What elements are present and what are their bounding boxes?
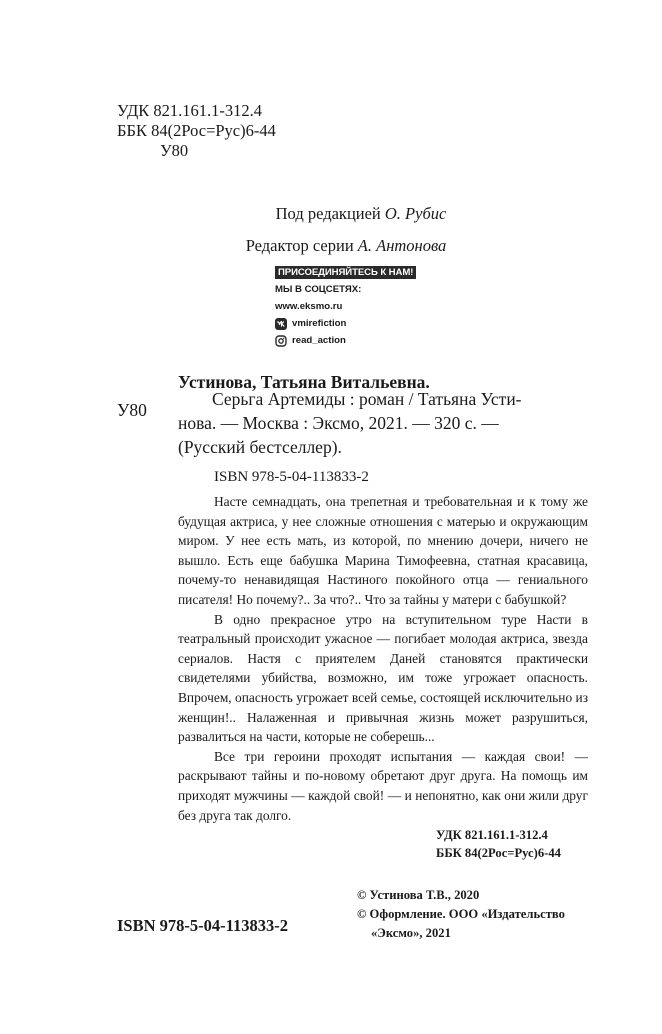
author-mark: У80 [160,141,189,160]
annotation-paragraph-1: Насте семнадцать, она трепетная и требовательная и к тому же будущая актриса, у нее сложные отношения с матерью и окружающим миром. У нее есть мать, из которой, по мнению дочери, ничего не вышло. Есть еще бабушка Марина Тимофеевна, статная красавица, почему-то ненавидящая Настиного покойного отца — гениального писателя! Но почему?.. За что?.. Что за тайны у матери с бабушкой? [178,494,588,607]
series-editor-name: А. Антонова [357,236,447,255]
vk-icon [275,318,287,330]
vk-handle: vmirefiction [292,318,347,329]
instagram-icon [275,335,287,347]
social-block [275,264,416,349]
isbn-large: ISBN 978-5-04-113833-2 [117,916,288,935]
record-title [178,387,588,459]
editor-line [0,198,662,230]
record-isbn: ISBN 978-5-04-113833-2 [214,469,369,485]
udk-code: УДК 821.161.1-312.4 [117,101,263,120]
series-editor-label: Редактор серии [245,236,354,255]
vk-link[interactable] [275,315,416,332]
instagram-link[interactable] [275,332,416,349]
editors-block [0,198,662,262]
series-editor-line [0,230,662,262]
bottom-classification [436,826,561,862]
join-us-banner: ПРИСОЕДИНЯЙТЕСЬ К НАМ! [275,266,416,279]
editor-name: О. Рубис [384,204,447,223]
title-line-1: Серьга Артемиды : роман / Татьяна Усти- [212,389,522,409]
title-line-3: (Русский бестселлер). [178,437,342,457]
bottom-udk: УДК 821.161.1-312.4 [436,828,548,842]
record-author-mark: У80 [117,400,147,420]
title-line-2: нова. — Москва : Эксмо, 2021. — 320 с. — [178,413,499,433]
social-subtitle: МЫ В СОЦСЕТЯХ: [275,284,362,295]
bottom-bbk: ББК 84(2Рос=Рус)6-44 [436,846,561,860]
bbk-code: ББК 84(2Рос=Рус)6-44 [117,121,276,140]
annotation-paragraph-3: Все три героини проходят испытания — каждая свои! — раскрывают тайны и по-новому обретают друг друга. На помощь им приходят мужчины — каждой свой! — и непонятно, как они жили друг без друга так долго. [178,748,588,823]
classification-block [117,101,276,161]
copyright-block [357,886,565,943]
copyright-design-line-2: «Эксмо», 2021 [371,926,451,940]
annotation [178,492,588,825]
annotation-paragraph-2: В одно прекрасное утро на вступительном туре Насти в театральный происходит ужасное — погибает молодая актриса, звезда сериалов. Настя с приятелем Даней становятся практически свидетелями убийства, возможно, им тоже угрожает опасность. Впрочем, опасность угрожает всей семье, состоящей исключительно из женщин!.. Налаженная и привычная жизнь может разрушиться, развалиться на части, которые не соберешь... [178,611,588,745]
website-link[interactable]: www.eksmo.ru [275,301,343,312]
editor-label: Под редакцией [275,204,381,223]
copyright-author: © Устинова Т.В., 2020 [357,888,480,902]
instagram-handle: read_action [292,335,346,346]
copyright-design-line-1: © Оформление. ООО «Издательство [357,907,565,921]
record-author: Устинова, Татьяна Витальевна. [178,372,430,392]
